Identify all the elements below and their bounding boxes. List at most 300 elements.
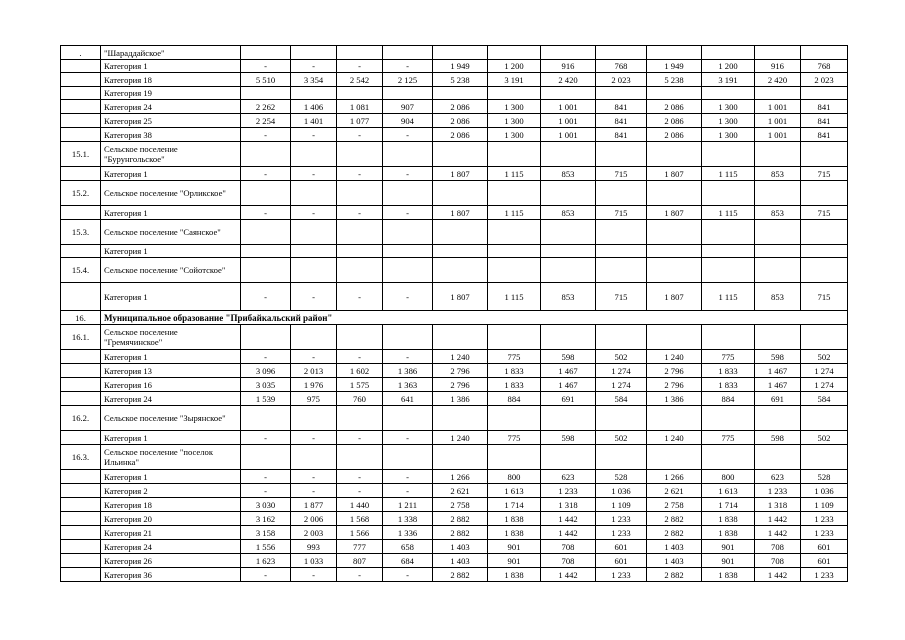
table-cell: 3 354 xyxy=(291,73,337,87)
row-number xyxy=(61,73,101,87)
table-cell: 1 081 xyxy=(337,100,383,114)
table-cell: 1 036 xyxy=(801,484,848,498)
row-number xyxy=(61,512,101,526)
table-cell: 1 300 xyxy=(702,100,755,114)
table-cell: 1 556 xyxy=(241,540,291,554)
table-cell: 1 838 xyxy=(488,568,541,582)
table-cell: 1 386 xyxy=(647,392,702,406)
table-cell: - xyxy=(241,128,291,142)
table-cell: 1 386 xyxy=(433,392,488,406)
table-cell xyxy=(702,46,755,60)
table-cell: 1 240 xyxy=(647,431,702,445)
table-cell: 1 001 xyxy=(541,114,596,128)
table-cell: 1 539 xyxy=(241,392,291,406)
table-cell: 1 336 xyxy=(383,526,433,540)
table-cell: 775 xyxy=(702,431,755,445)
table-cell xyxy=(596,445,647,470)
row-label: Категория 1 xyxy=(101,167,241,181)
table-cell: - xyxy=(291,206,337,220)
table-cell xyxy=(596,87,647,100)
table-cell: 5 510 xyxy=(241,73,291,87)
row-number xyxy=(61,484,101,498)
table-cell: - xyxy=(383,470,433,484)
table-cell: 1 115 xyxy=(702,206,755,220)
row-label: Сельское поселение "Зырянское" xyxy=(101,406,241,431)
table-cell: 1 714 xyxy=(488,498,541,512)
row-number: 15.1. xyxy=(61,142,101,167)
row-label: Категория 21 xyxy=(101,526,241,540)
table-cell: - xyxy=(291,568,337,582)
table-cell: 2 086 xyxy=(433,114,488,128)
table-cell: - xyxy=(383,431,433,445)
table-cell: - xyxy=(383,128,433,142)
table-row xyxy=(61,406,848,431)
table-cell xyxy=(541,258,596,283)
table-cell xyxy=(488,87,541,100)
table-cell xyxy=(702,245,755,258)
table-row xyxy=(61,431,848,445)
row-label: Категория 24 xyxy=(101,540,241,554)
table-cell xyxy=(337,258,383,283)
row-label: Сельское поселение "Саянское" xyxy=(101,220,241,245)
table-row xyxy=(61,100,848,114)
table-cell: 2 882 xyxy=(433,526,488,540)
table-cell: 841 xyxy=(596,128,647,142)
table-cell xyxy=(702,325,755,350)
table-cell: 1 233 xyxy=(801,568,848,582)
row-label: Категория 18 xyxy=(101,498,241,512)
table-cell: 3 191 xyxy=(488,73,541,87)
table-cell xyxy=(801,142,848,167)
table-cell xyxy=(647,181,702,206)
table-cell: 1 833 xyxy=(488,378,541,392)
table-cell: 715 xyxy=(596,206,647,220)
table-cell: - xyxy=(291,60,337,73)
table-cell: 1 807 xyxy=(433,206,488,220)
table-cell xyxy=(291,445,337,470)
table-cell xyxy=(541,46,596,60)
table-cell: 853 xyxy=(755,206,801,220)
table-cell xyxy=(755,445,801,470)
table-cell: 715 xyxy=(596,283,647,311)
table-cell: - xyxy=(337,167,383,181)
table-cell: 1 877 xyxy=(291,498,337,512)
table-cell: 1 807 xyxy=(647,167,702,181)
row-number xyxy=(61,100,101,114)
table-cell: 1 442 xyxy=(755,512,801,526)
table-cell: 916 xyxy=(755,60,801,73)
table-row xyxy=(61,87,848,100)
table-cell: 1 001 xyxy=(755,114,801,128)
table-cell xyxy=(702,87,755,100)
table-cell: 1 602 xyxy=(337,364,383,378)
table-cell xyxy=(647,406,702,431)
table-cell: 768 xyxy=(596,60,647,73)
table-cell xyxy=(291,181,337,206)
table-cell: - xyxy=(383,283,433,311)
table-cell: 2 086 xyxy=(647,100,702,114)
table-cell: 841 xyxy=(596,114,647,128)
table-cell xyxy=(702,406,755,431)
table-cell: 2 758 xyxy=(647,498,702,512)
row-number xyxy=(61,526,101,540)
table-cell xyxy=(291,258,337,283)
table-cell: 1 403 xyxy=(433,540,488,554)
table-cell: 502 xyxy=(596,350,647,364)
table-cell: 2 882 xyxy=(647,512,702,526)
table-cell: - xyxy=(383,484,433,498)
row-label: Категория 18 xyxy=(101,73,241,87)
table-cell xyxy=(596,142,647,167)
table-cell xyxy=(596,46,647,60)
table-cell xyxy=(596,406,647,431)
table-cell: 1 406 xyxy=(291,100,337,114)
table-cell: - xyxy=(337,484,383,498)
table-cell: 3 158 xyxy=(241,526,291,540)
table-cell: 1 440 xyxy=(337,498,383,512)
table-cell: 1 266 xyxy=(433,470,488,484)
table-cell: 1 833 xyxy=(702,364,755,378)
table-cell: 1 467 xyxy=(755,364,801,378)
table-cell: - xyxy=(241,470,291,484)
table-cell: 1 403 xyxy=(433,554,488,568)
table-cell: 601 xyxy=(801,540,848,554)
table-cell: - xyxy=(241,350,291,364)
table-cell: 901 xyxy=(488,554,541,568)
table-row xyxy=(61,526,848,540)
table-cell: - xyxy=(337,568,383,582)
table-cell: 502 xyxy=(801,431,848,445)
row-number xyxy=(61,554,101,568)
table-cell xyxy=(433,445,488,470)
table-cell: - xyxy=(241,568,291,582)
table-cell: 1 403 xyxy=(647,554,702,568)
table-cell xyxy=(647,46,702,60)
table-cell xyxy=(801,258,848,283)
table-cell: - xyxy=(337,470,383,484)
table-cell: 5 238 xyxy=(647,73,702,87)
table-cell: 1 807 xyxy=(647,283,702,311)
table-row xyxy=(61,167,848,181)
table-cell xyxy=(488,258,541,283)
table-cell: 1 467 xyxy=(755,378,801,392)
row-label: Категория 1 xyxy=(101,470,241,484)
table-cell xyxy=(596,325,647,350)
table-cell xyxy=(433,46,488,60)
table-cell xyxy=(647,325,702,350)
table-cell: - xyxy=(291,167,337,181)
table-cell: 1 240 xyxy=(433,431,488,445)
table-cell: 841 xyxy=(801,128,848,142)
table-cell: - xyxy=(383,167,433,181)
table-cell xyxy=(541,325,596,350)
row-label: Категория 2 xyxy=(101,484,241,498)
table-row xyxy=(61,46,848,60)
table-cell xyxy=(241,142,291,167)
row-number: 15.2. xyxy=(61,181,101,206)
table-cell xyxy=(755,142,801,167)
table-cell xyxy=(647,245,702,258)
table-cell xyxy=(647,87,702,100)
table-cell: 1 033 xyxy=(291,554,337,568)
table-cell xyxy=(241,258,291,283)
table-cell: 1 233 xyxy=(755,484,801,498)
table-body xyxy=(61,46,848,582)
table-cell: 884 xyxy=(488,392,541,406)
table-cell xyxy=(383,142,433,167)
table-cell: 584 xyxy=(596,392,647,406)
table-row xyxy=(61,128,848,142)
table-cell xyxy=(383,220,433,245)
table-cell xyxy=(801,325,848,350)
table-cell: 775 xyxy=(488,431,541,445)
table-cell: 2 003 xyxy=(291,526,337,540)
row-label: Категория 1 xyxy=(101,350,241,364)
table-cell: 841 xyxy=(596,100,647,114)
table-cell: 2 013 xyxy=(291,364,337,378)
table-cell xyxy=(801,245,848,258)
table-cell: 1 613 xyxy=(488,484,541,498)
table-cell xyxy=(596,258,647,283)
table-cell xyxy=(241,406,291,431)
table-cell: 1 233 xyxy=(596,568,647,582)
table-cell: 1 807 xyxy=(433,283,488,311)
table-cell: 691 xyxy=(755,392,801,406)
row-label: Сельское поселение "Гремячинское" xyxy=(101,325,241,350)
table-cell: - xyxy=(291,128,337,142)
table-cell: 1 233 xyxy=(541,484,596,498)
table-cell xyxy=(383,325,433,350)
table-row xyxy=(61,568,848,582)
table-cell xyxy=(241,245,291,258)
row-label: Категория 16 xyxy=(101,378,241,392)
table-cell: - xyxy=(337,350,383,364)
table-cell: 901 xyxy=(488,540,541,554)
table-cell xyxy=(541,220,596,245)
table-row xyxy=(61,350,848,364)
table-cell: 1 575 xyxy=(337,378,383,392)
table-cell: - xyxy=(291,470,337,484)
table-cell xyxy=(241,181,291,206)
table-cell xyxy=(647,445,702,470)
table-cell: 1 300 xyxy=(702,114,755,128)
table-cell: 1 001 xyxy=(541,128,596,142)
table-cell xyxy=(241,445,291,470)
table-cell: 601 xyxy=(596,554,647,568)
row-number xyxy=(61,364,101,378)
row-number xyxy=(61,498,101,512)
table-cell: 2 621 xyxy=(433,484,488,498)
table-cell xyxy=(337,325,383,350)
table-cell xyxy=(241,87,291,100)
row-number xyxy=(61,350,101,364)
row-label: Категория 24 xyxy=(101,100,241,114)
table-cell: - xyxy=(291,350,337,364)
table-cell: 658 xyxy=(383,540,433,554)
table-cell: 598 xyxy=(541,431,596,445)
table-cell: 1 838 xyxy=(488,512,541,526)
table-cell: 1 838 xyxy=(488,526,541,540)
table-cell: 775 xyxy=(702,350,755,364)
table-cell: 1 623 xyxy=(241,554,291,568)
table-row xyxy=(61,392,848,406)
table-cell xyxy=(755,258,801,283)
table-cell: 623 xyxy=(541,470,596,484)
table-cell xyxy=(291,46,337,60)
table-cell: 1 442 xyxy=(541,526,596,540)
row-number xyxy=(61,167,101,181)
table-cell: - xyxy=(337,283,383,311)
table-cell: 1 442 xyxy=(755,568,801,582)
table-cell xyxy=(383,406,433,431)
table-cell: 1 386 xyxy=(383,364,433,378)
table-cell: 715 xyxy=(801,283,848,311)
row-number xyxy=(61,87,101,100)
table-cell: 708 xyxy=(541,540,596,554)
table-cell xyxy=(337,445,383,470)
table-cell: 1 240 xyxy=(647,350,702,364)
table-cell: 3 191 xyxy=(702,73,755,87)
table-cell: 502 xyxy=(596,431,647,445)
table-cell: 841 xyxy=(801,114,848,128)
table-row xyxy=(61,283,848,311)
table-cell xyxy=(647,142,702,167)
table-cell: 1 833 xyxy=(702,378,755,392)
row-number xyxy=(61,60,101,73)
table-cell: 1 613 xyxy=(702,484,755,498)
table-cell: 975 xyxy=(291,392,337,406)
table-cell: 1 949 xyxy=(647,60,702,73)
table-cell: 2 758 xyxy=(433,498,488,512)
table-row xyxy=(61,498,848,512)
table-cell: 1 401 xyxy=(291,114,337,128)
table-cell: 2 882 xyxy=(433,512,488,526)
table-cell xyxy=(801,406,848,431)
row-number xyxy=(61,206,101,220)
table-cell xyxy=(291,87,337,100)
table-cell xyxy=(433,406,488,431)
row-label: Категория 1 xyxy=(101,283,241,311)
table-cell: 1 240 xyxy=(433,350,488,364)
table-cell xyxy=(596,220,647,245)
table-cell: 1 403 xyxy=(647,540,702,554)
table-cell xyxy=(241,220,291,245)
table-cell: 2 796 xyxy=(647,364,702,378)
table-row xyxy=(61,206,848,220)
table-cell: 1 976 xyxy=(291,378,337,392)
table-cell: 2 420 xyxy=(541,73,596,87)
table-cell: - xyxy=(241,206,291,220)
table-cell: 2 086 xyxy=(647,114,702,128)
table-cell: - xyxy=(291,484,337,498)
table-cell: - xyxy=(241,283,291,311)
table-cell: 1 211 xyxy=(383,498,433,512)
table-cell: - xyxy=(383,568,433,582)
table-cell: 993 xyxy=(291,540,337,554)
table-cell: - xyxy=(337,431,383,445)
table-cell: 807 xyxy=(337,554,383,568)
table-cell xyxy=(337,406,383,431)
table-row xyxy=(61,540,848,554)
table-cell: 1 115 xyxy=(488,167,541,181)
table-cell: 1 300 xyxy=(488,114,541,128)
row-label: Категория 20 xyxy=(101,512,241,526)
table-cell xyxy=(337,245,383,258)
row-number xyxy=(61,431,101,445)
table-cell xyxy=(337,220,383,245)
table-cell xyxy=(241,46,291,60)
table-cell xyxy=(541,445,596,470)
table-cell: 5 238 xyxy=(433,73,488,87)
table-cell: 1 807 xyxy=(647,206,702,220)
table-cell: 2 086 xyxy=(433,100,488,114)
table-cell xyxy=(596,245,647,258)
table-cell: 708 xyxy=(541,554,596,568)
table-cell: 584 xyxy=(801,392,848,406)
table-cell: 2 125 xyxy=(383,73,433,87)
row-label: Категория 36 xyxy=(101,568,241,582)
table-cell: 1 036 xyxy=(596,484,647,498)
table-cell xyxy=(488,220,541,245)
table-cell: 1 115 xyxy=(488,206,541,220)
table-cell: - xyxy=(241,484,291,498)
table-cell xyxy=(383,445,433,470)
table-cell: 1 833 xyxy=(488,364,541,378)
table-cell: 1 300 xyxy=(488,128,541,142)
table-cell: - xyxy=(241,60,291,73)
table-cell xyxy=(702,181,755,206)
table-cell xyxy=(541,245,596,258)
table-row xyxy=(61,325,848,350)
row-label: Категория 13 xyxy=(101,364,241,378)
row-number xyxy=(61,568,101,582)
table-cell: 1 001 xyxy=(541,100,596,114)
table-cell xyxy=(433,325,488,350)
row-number xyxy=(61,470,101,484)
table-cell: 777 xyxy=(337,540,383,554)
table-cell xyxy=(291,142,337,167)
row-label: Категория 1 xyxy=(101,245,241,258)
table-cell xyxy=(488,245,541,258)
table-cell: 623 xyxy=(755,470,801,484)
table-cell: 3 030 xyxy=(241,498,291,512)
row-label: Категория 19 xyxy=(101,87,241,100)
table-cell xyxy=(433,220,488,245)
table-cell: 2 254 xyxy=(241,114,291,128)
table-cell: 528 xyxy=(801,470,848,484)
table-cell: 1 200 xyxy=(488,60,541,73)
table-cell: - xyxy=(383,350,433,364)
table-cell xyxy=(488,181,541,206)
table-cell: 1 568 xyxy=(337,512,383,526)
row-number xyxy=(61,378,101,392)
table-cell: 775 xyxy=(488,350,541,364)
table-cell xyxy=(488,445,541,470)
table-cell: 3 162 xyxy=(241,512,291,526)
table-cell: 1 467 xyxy=(541,364,596,378)
table-cell: 1 300 xyxy=(488,100,541,114)
table-cell: 1 442 xyxy=(541,568,596,582)
table-cell: 1 442 xyxy=(755,526,801,540)
row-number: . xyxy=(61,46,101,60)
table-cell: 904 xyxy=(383,114,433,128)
table-row xyxy=(61,60,848,73)
table-cell xyxy=(433,87,488,100)
table-cell: 853 xyxy=(541,283,596,311)
table-cell xyxy=(488,142,541,167)
table-cell: 528 xyxy=(596,470,647,484)
table-cell: 1 838 xyxy=(702,512,755,526)
